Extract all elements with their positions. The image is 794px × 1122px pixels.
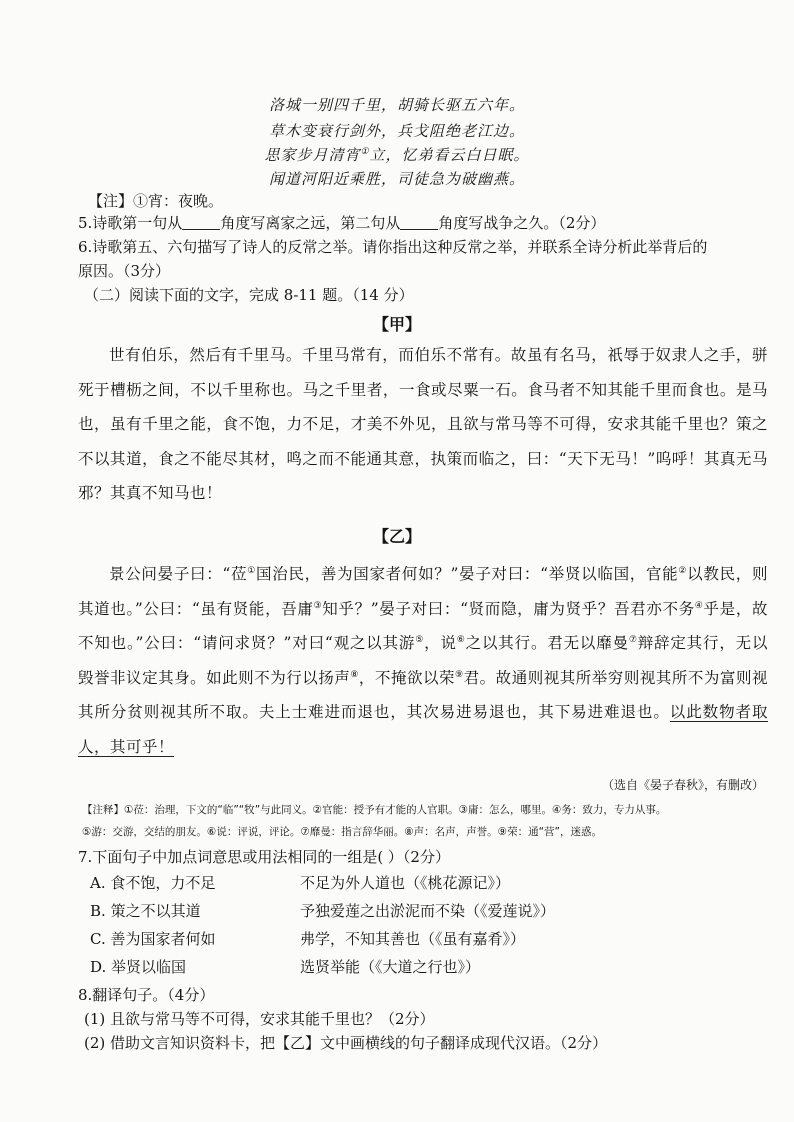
source-citation: （选自《晏子春秋》，有删改）	[601, 778, 764, 792]
answer-blank-2[interactable]	[400, 215, 438, 230]
yi-seg: ，说	[424, 634, 457, 652]
yi-passage	[78, 557, 768, 767]
option-d[interactable]	[90, 956, 710, 977]
jia-passage: 世有伯乐，然后有千里马。千里马常有，而伯乐不常有。故虽有名马，祇辱于奴隶人之手，骈死于槽枥之间，不以千里称也。马之千里者，一食或尽粟一石。食马者不知其能千里而食也。是马也，虽有千里之能，食不饱，力不足，才美不外见，且欲与常马等不可得，安求其能千里也？策之不以其道，食之不能尽其材，鸣之而不能通其意，执策而临之，曰：“天下无马！”呜呼！其真无马邪？其真不知马也！	[78, 346, 768, 502]
option-label: C.	[90, 930, 106, 948]
yi-seg: 之以其行。君无以靡曼	[465, 634, 629, 652]
option-left: 举贤以临国	[111, 958, 187, 976]
option-left: 善为国家者何如	[110, 930, 216, 948]
poem-line-3-a: 思家步月清宵	[264, 146, 361, 164]
note-ref: ⑨	[455, 669, 464, 680]
option-c[interactable]	[90, 928, 710, 949]
yi-seg: 乎是，故不知也。”公曰：“请问求贤？”对曰“观之以其游	[78, 599, 768, 652]
poem-line-2: 草木变衰行剑外，兵戈阻绝老江边。	[268, 122, 525, 140]
option-label: A.	[90, 874, 106, 892]
note-ref: ④	[694, 600, 704, 611]
question-5	[78, 212, 605, 233]
q5-part-c: 角度写战争之久。（2分）	[438, 214, 606, 232]
q5-part-a: 5.诗歌第一句从	[78, 214, 183, 232]
option-b[interactable]	[90, 900, 710, 921]
poem-line-3	[0, 144, 794, 165]
q5-part-b: 角度写离家之远，第二句从	[220, 214, 401, 232]
option-right: 弗学，不知其善也（《虽有嘉肴》）	[300, 930, 526, 948]
question-7-stem: 7.下面句子中加点词意思或用法相同的一组是( ）（2分）	[78, 848, 450, 866]
poem-line-4: 闻道河阳近乘胜，司徒急为破幽燕。	[268, 170, 525, 188]
option-right: 予独爱莲之出淤泥而不染（《爱莲说》）	[300, 902, 556, 920]
note-ref: ⑦	[628, 635, 638, 645]
poem-line-3-b: 立，忆弟看云白日眠。	[369, 146, 530, 164]
option-right: 不足为外人道也（《桃花源记》）	[300, 874, 511, 892]
note-ref: ②	[678, 566, 688, 576]
yi-seg: 景公问晏子曰：“莅	[109, 565, 248, 583]
note-ref: ③	[313, 600, 323, 611]
poem-line-1: 洛城一别四千里，胡骑长驱五六年。	[268, 96, 525, 114]
yi-seg: 以教民，则其道也。”公曰：“虽有贤能，吾庸	[78, 565, 768, 618]
question-8-sub-2: (2) 借助文言知识资料卡，把【乙】文中画横线的句子翻译成现代汉语。（2分）	[84, 1034, 608, 1052]
annotation-line-2: ⑤游：交游，交结的朋友。⑥说：评说，评论。⑦靡曼：指言辞华丽。⑧声：名声，声誉。⑨荣：通“营”，迷惑。	[82, 826, 602, 838]
option-label: B.	[90, 902, 106, 920]
answer-blank-1[interactable]	[182, 215, 220, 230]
note-ref: ⑥	[456, 635, 466, 645]
jia-heading: 【甲】	[372, 315, 421, 334]
section-2-heading: （二）阅读下面的文字，完成 8-11 题。（14 分）	[84, 286, 414, 304]
question-6-line-2: 原因。（3分）	[78, 262, 171, 280]
yi-heading: 【乙】	[372, 527, 421, 546]
annotation-line-1: 【注释】①莅：治理，下文的“临”“牧”与此同义。②官能：授予有才能的人官职。③庸：怎么，哪里。④务：致力，专力从事。	[82, 804, 667, 816]
option-left: 策之不以其道	[110, 902, 201, 920]
option-label: D.	[90, 958, 107, 976]
option-left: 食不饱，力不足	[110, 874, 216, 892]
yi-seg: 辩辞定其行，无以毁誉非议定其身。如此则不为行以扬声	[78, 634, 768, 687]
yi-seg: 国治民，善为国家者何如？”晏子对曰：“举贤以临国，官能	[256, 565, 679, 583]
yi-seg: ，不掩欲以荣	[358, 668, 456, 687]
yi-seg: 知乎？”晏子对曰：“贤而隐，庸为贤乎？吾君亦不务	[322, 599, 695, 618]
poem-sup: ①	[360, 147, 370, 157]
option-right: 选贤举能（《大道之行也》）	[300, 958, 481, 976]
question-8-sub-1: (1) 且欲与常马等不可得，安求其能千里也？（2分）	[84, 1010, 435, 1028]
note-ref: ⑤	[415, 635, 425, 645]
option-a[interactable]	[90, 872, 710, 893]
yi-seg: 君。故通则视其所举穷则视其所不为富则视其所分贫则视其所不取。夫上士难进而退也，其次易进易退也，其下易进难退也。	[78, 668, 768, 721]
question-8-stem: 8.翻译句子。（4分）	[78, 986, 215, 1004]
question-6-line-1: 6.诗歌第五、六句描写了诗人的反常之举。请你指出这种反常之举，并联系全诗分析此举背后的	[78, 238, 708, 256]
poem-note: 【注】①宵：夜晚。	[88, 192, 224, 210]
note-ref: ①	[247, 566, 257, 576]
underlined-sentence: 以此数物者取人，其可乎！	[78, 703, 768, 756]
note-ref: ⑧	[350, 669, 359, 680]
